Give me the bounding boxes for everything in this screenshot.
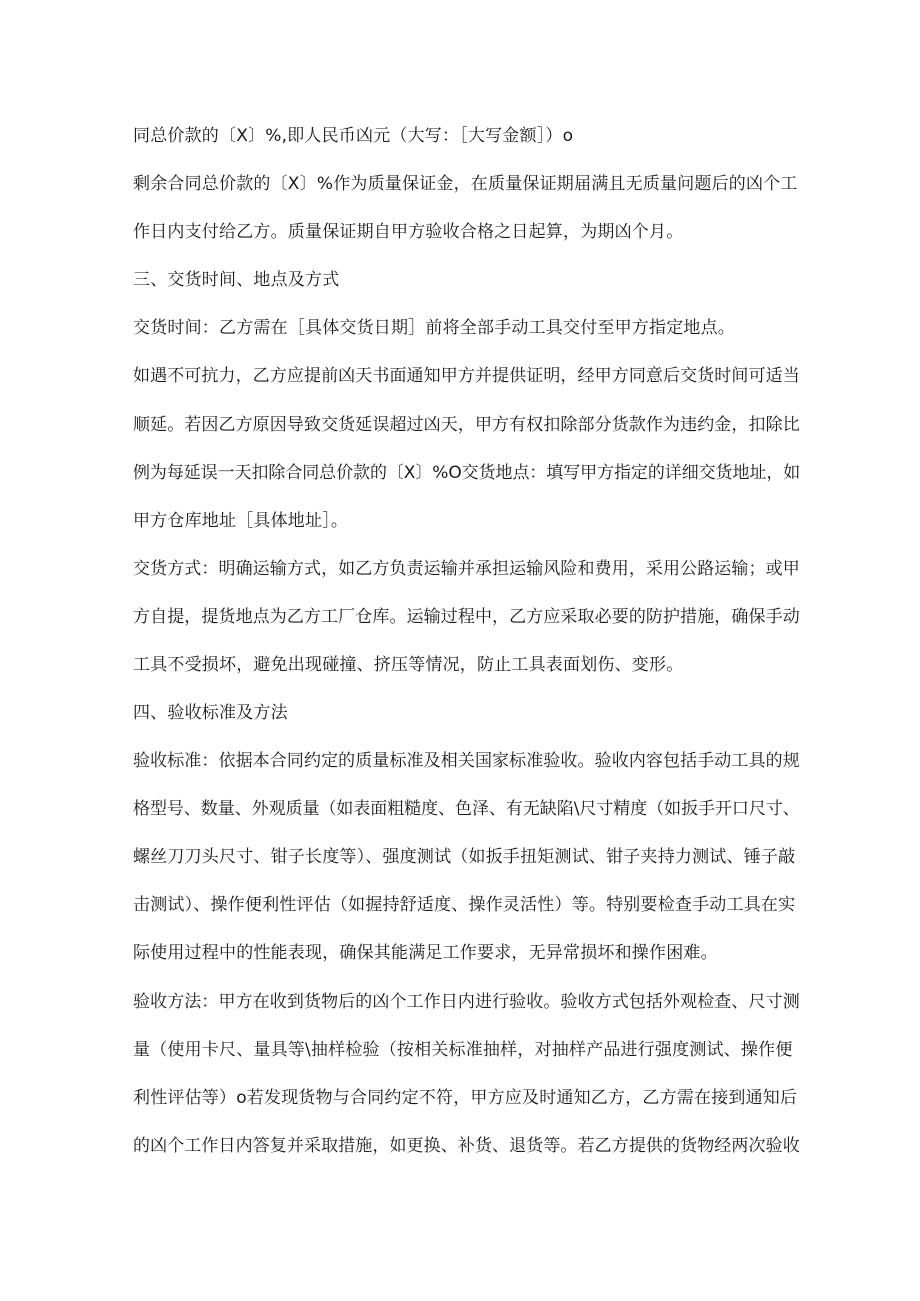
text-line: 方自提，提货地点为乙方工厂仓库。运输过程中，乙方应采取必要的防护措施，确保手动 bbox=[133, 607, 800, 627]
text-line: 甲方仓库地址［具体地址］。 bbox=[133, 511, 349, 531]
section-heading: 四、验收标准及方法 bbox=[133, 703, 288, 723]
text-line: 螺丝刀刀头尺寸、钳子长度等）、强度测试（如扳手扭矩测试、钳子夹持力测试、锤子敲 bbox=[133, 847, 796, 867]
text-line: 工具不受损坏，避免出现碰撞、挤压等情况，防止工具表面划伤、变形。 bbox=[133, 655, 684, 675]
text-line: 例为每延误一天扣除合同总价款的〔X〕%O交货地点：填写甲方指定的详细交货地址，如 bbox=[133, 463, 801, 483]
text-line: 的凶个工作日内答复并采取措施，如更换、补货、退货等。若乙方提供的货物经两次验收 bbox=[133, 1136, 800, 1156]
text-line: 验收方法：甲方在收到货物后的凶个工作日内进行验收。验收方式包括外观检查、尺寸测 bbox=[133, 992, 800, 1012]
text-line: 如遇不可抗力，乙方应提前凶天书面通知甲方并提供证明，经甲方同意后交货时间可适当 bbox=[133, 366, 800, 386]
section-heading: 三、交货时间、地点及方式 bbox=[133, 270, 340, 290]
text-line: 验收标准：依据本合同约定的质量标准及相关国家标准验收。验收内容包括手动工具的规 bbox=[133, 751, 800, 771]
text-line: 量（使用卡尺、量具等\抽样检验（按相关标准抽样，对抽样产品进行强度测试、操作便 bbox=[133, 1040, 793, 1060]
text-line: 剩余合同总价款的〔X〕%作为质量保证金，在质量保证期届满且无质量问题后的凶个工 bbox=[133, 174, 798, 194]
text-line: 交货时间：乙方需在［具体交货日期］前将全部手动工具交付至甲方指定地点。 bbox=[133, 318, 735, 338]
text-line: 顺延。若因乙方原因导致交货延误超过凶天，甲方有权扣除部分货款作为违约金，扣除比 bbox=[133, 415, 800, 435]
text-line: 际使用过程中的性能表现，确保其能满足工作要求，无异常损坏和操作困难。 bbox=[133, 943, 718, 963]
text-line: 交货方式：明确运输方式，如乙方负责运输并承担运输风险和费用，采用公路运输；或甲 bbox=[133, 559, 800, 579]
text-line: 击测试）、操作便利性评估（如握持舒适度、操作灵活性）等。特别要检查手动工具在实 bbox=[133, 895, 796, 915]
text-line: 作日内支付给乙方。质量保证期自甲方验收合格之日起算，为期凶个月。 bbox=[133, 222, 684, 242]
text-line: 利性评估等）o若发现货物与合同约定不符，甲方应及时通知乙方，乙方需在接到通知后 bbox=[133, 1088, 798, 1108]
text-line: 格型号、数量、外观质量（如表面粗糙度、色泽、有无缺陷\尺寸精度（如扳手开口尺寸、 bbox=[133, 799, 800, 819]
text-line: 同总价款的〔X〕%,即人民币凶元（大写：［大写金额］）o bbox=[133, 126, 574, 146]
